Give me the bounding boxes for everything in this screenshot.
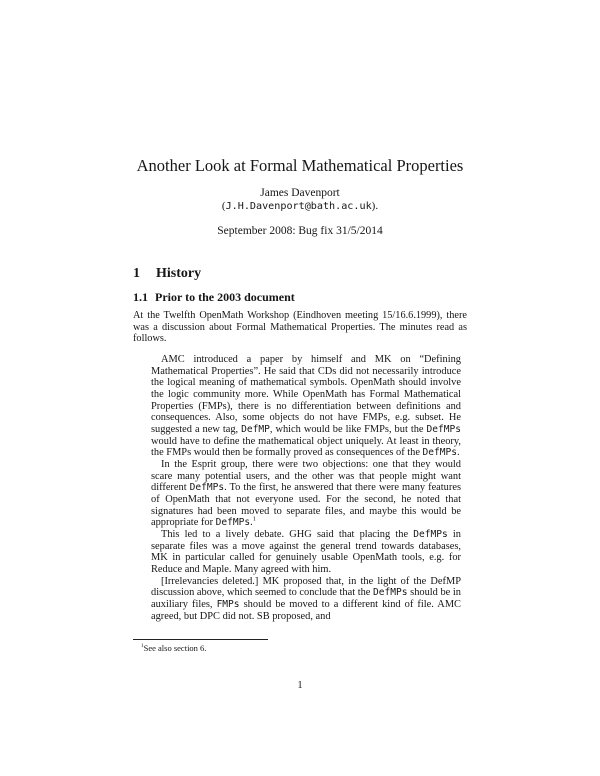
author-name: James Davenport [260,187,340,199]
author-email: (J.H.Davenport@bath.ac.uk). [221,200,379,212]
footnote-rule [133,639,268,640]
section-number: 1 [133,266,140,281]
section-heading-history [133,266,467,282]
quote-block [151,354,461,622]
page-title: Another Look at Formal Mathematical Properties [136,156,464,175]
quote-paragraph-2: In the Esprit group, there were two objections: one that they would scare many potential users, and the other was that people might want different DefMPs. To the first, he answered that there were many features of OpenMath that not everyone used. For the second, he noted that signatures had been moved to separate files, and maybe this would be appropriate for DefMPs.$^1$ [151,459,461,529]
document-page [133,0,467,776]
subsection-heading-prior-2003 [133,290,467,304]
quote-paragraph-3: This led to a lively debate. GHG said that placing the DefMPs in separate files was a move against the general trend towards databases, MK in particular called for genuinely usable OpenMath tools, e.g. for Reduce and Maple. Many agreed with him. [151,529,461,576]
section-title: History [156,266,202,281]
footnote-text: See also section 6. [143,643,207,653]
subsection-number: 1.1 [133,290,148,304]
date-line: September 2008: Bug fix 31/5/2014 [217,225,383,237]
intro-paragraph: At the Twelfth OpenMath Workshop (Eindhoven meeting 15/16.6.1999), there was a discussion about Formal Mathematical Properties. The minutes read as follows. [133,310,467,345]
footnote-marker: 1 [141,643,144,650]
page-number: 1 [297,680,303,691]
quote-paragraph-4: [Irrelevancies deleted.] MK proposed that, in the light of the DefMP discussion above, which seemed to conclude that the DefMPs should be in auxiliary files, FMPs should be moved to a different kind of file. AMC agreed, but DPC did not. SB proposed, and [151,575,461,622]
footnote [133,643,467,653]
quote-paragraph-1: AMC introduced a paper by himself and MK on “Defining Mathematical Properties”. He said that CDs did not necessarily introduce the logical meaning of mathematical symbols. OpenMath should involve the logic community more. While OpenMath has Formal Mathematical Properties (FMPs), there is no differentiation between definitions and consequences. Also, some objects do not have FMPs, e.g. subset. He suggested a new tag, DefMP, which would be like FMPs, but the DefMPs would have to define the mathematical object uniquely. At least in theory, the FMPs would then be formally proved as consequences of the DefMPs. [151,354,461,459]
subsection-title: Prior to the 2003 document [155,290,295,304]
